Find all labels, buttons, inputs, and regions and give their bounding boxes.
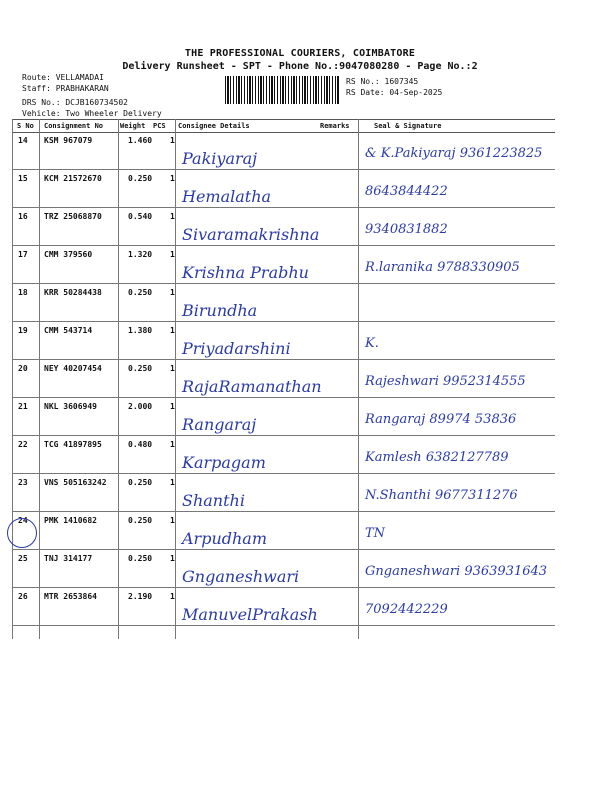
col-pcs: PCS <box>153 122 166 130</box>
row-pcs: 1 <box>170 592 175 601</box>
col-consignee: Consignee Details <box>178 122 250 130</box>
row-consignment-no: TNJ 314177 <box>44 554 93 563</box>
table-row <box>12 208 555 246</box>
document-title: THE PROFESSIONAL COURIERS, COIMBATORE <box>184 48 416 59</box>
row-weight: 1.320 <box>128 250 153 259</box>
table-row <box>12 512 555 550</box>
row-consignee-name: ManuvelPrakash <box>182 605 318 624</box>
row-pcs: 1 <box>170 288 175 297</box>
row-weight: 0.480 <box>128 440 153 449</box>
table-row <box>12 246 555 284</box>
row-signature: Rangaraj 89974 53836 <box>365 412 517 427</box>
row-sno: 19 <box>18 326 28 335</box>
row-consignment-no: MTR 2653864 <box>44 592 97 601</box>
row-consignee-name: Priyadarshini <box>182 339 291 358</box>
col-remarks: Remarks <box>320 122 350 130</box>
row-weight: 0.250 <box>128 288 153 297</box>
row-sno: 22 <box>18 440 28 449</box>
row-signature: TN <box>365 526 386 541</box>
staff-label: Staff: PRABHAKARAN <box>22 84 109 93</box>
row-weight: 0.250 <box>128 174 153 183</box>
table-row <box>12 550 555 588</box>
row-consignee-name: Rangaraj <box>182 415 257 434</box>
header-top-rule <box>12 119 555 120</box>
row-signature: K. <box>365 336 379 351</box>
ink-circle-mark <box>7 518 37 548</box>
row-sno: 16 <box>18 212 28 221</box>
row-consignment-no: VNS 505163242 <box>44 478 107 487</box>
row-consignment-no: KCM 21572670 <box>44 174 102 183</box>
drs-label: DRS No.: DCJB160734502 <box>22 98 128 107</box>
table-row <box>12 360 555 398</box>
row-consignee-name: Karpagam <box>182 453 266 472</box>
row-sno: 25 <box>18 554 28 563</box>
table-row <box>12 398 555 436</box>
table-row <box>12 436 555 474</box>
row-consignment-no: CMM 543714 <box>44 326 93 335</box>
row-weight: 0.250 <box>128 554 153 563</box>
row-pcs: 1 <box>170 136 175 145</box>
row-pcs: 1 <box>170 478 175 487</box>
row-signature: N.Shanthi 9677311276 <box>365 488 518 503</box>
table-row <box>12 170 555 208</box>
row-consignment-no: CMM 379560 <box>44 250 93 259</box>
row-weight: 1.460 <box>128 136 153 145</box>
row-weight: 1.380 <box>128 326 153 335</box>
row-sno: 18 <box>18 288 28 297</box>
row-signature: 8643844422 <box>365 184 448 199</box>
row-consignment-no: KSM 967079 <box>44 136 93 145</box>
row-consignment-no: KRR 50284438 <box>44 288 102 297</box>
row-pcs: 1 <box>170 174 175 183</box>
row-signature: Rajeshwari 9952314555 <box>365 374 526 389</box>
row-weight: 0.250 <box>128 516 153 525</box>
row-sno: 26 <box>18 592 28 601</box>
row-pcs: 1 <box>170 440 175 449</box>
row-pcs: 1 <box>170 364 175 373</box>
row-weight: 2.190 <box>128 592 153 601</box>
row-pcs: 1 <box>170 250 175 259</box>
row-pcs: 1 <box>170 402 175 411</box>
row-consignee-name: Pakiyaraj <box>182 149 258 168</box>
row-sno: 20 <box>18 364 28 373</box>
table-row <box>12 132 555 170</box>
row-weight: 0.540 <box>128 212 153 221</box>
row-signature: 9340831882 <box>365 222 448 237</box>
table-row <box>12 474 555 512</box>
row-consignee-name: Gnganeshwari <box>182 567 300 586</box>
row-consignment-no: NKL 3606949 <box>44 402 97 411</box>
row-signature: Gnganeshwari 9363931643 <box>365 564 548 579</box>
row-pcs: 1 <box>170 212 175 221</box>
row-pcs: 1 <box>170 554 175 563</box>
row-consignee-name: Shanthi <box>182 491 245 510</box>
row-pcs: 1 <box>170 326 175 335</box>
row-signature: & K.Pakiyaraj 9361223825 <box>365 146 543 161</box>
row-sno: 14 <box>18 136 28 145</box>
vehicle-label: Vehicle: Two Wheeler Delivery <box>22 109 162 118</box>
row-consignee-name: Krishna Prabhu <box>182 263 309 282</box>
col-seal: Seal & Signature <box>374 122 442 130</box>
table-row <box>12 322 555 360</box>
row-consignee-name: Arpudham <box>182 529 268 548</box>
row-consignment-no: TCG 41897895 <box>44 440 102 449</box>
rs-number: RS No.: 1607345 <box>346 77 419 86</box>
row-consignee-name: Sivaramakrishna <box>182 225 320 244</box>
row-consignee-name: Birundha <box>182 301 258 320</box>
row-sno: 15 <box>18 174 28 183</box>
row-sno: 17 <box>18 250 28 259</box>
row-signature: 7092442229 <box>365 602 448 617</box>
route-label: Route: VELLAMADAI <box>22 73 104 82</box>
table-row <box>12 284 555 322</box>
row-sno: 21 <box>18 402 28 411</box>
barcode <box>225 76 340 104</box>
row-divider <box>12 625 555 626</box>
row-consignee-name: Hemalatha <box>182 187 272 206</box>
row-consignee-name: RajaRamanathan <box>182 377 322 396</box>
row-weight: 0.250 <box>128 478 153 487</box>
col-consignment: Consignment No <box>44 122 104 130</box>
row-signature: R.laranika 9788330905 <box>365 260 520 275</box>
row-consignment-no: NEY 40207454 <box>44 364 102 373</box>
row-weight: 0.250 <box>128 364 153 373</box>
row-consignment-no: TRZ 25068870 <box>44 212 102 221</box>
table-row <box>12 588 555 626</box>
row-signature: Kamlesh 6382127789 <box>365 450 509 465</box>
row-sno: 24 <box>18 516 28 525</box>
runsheet-subtitle: Delivery Runsheet - SPT - Phone No.:9047080280 - Page No.:2 <box>122 61 478 72</box>
row-pcs: 1 <box>170 516 175 525</box>
row-sno: 23 <box>18 478 28 487</box>
rs-date: RS Date: 04-Sep-2025 <box>346 88 443 97</box>
col-sno: S No <box>17 122 34 130</box>
row-weight: 2.000 <box>128 402 153 411</box>
row-consignment-no: PMK 1410682 <box>44 516 97 525</box>
col-weight: Weight <box>120 122 146 130</box>
